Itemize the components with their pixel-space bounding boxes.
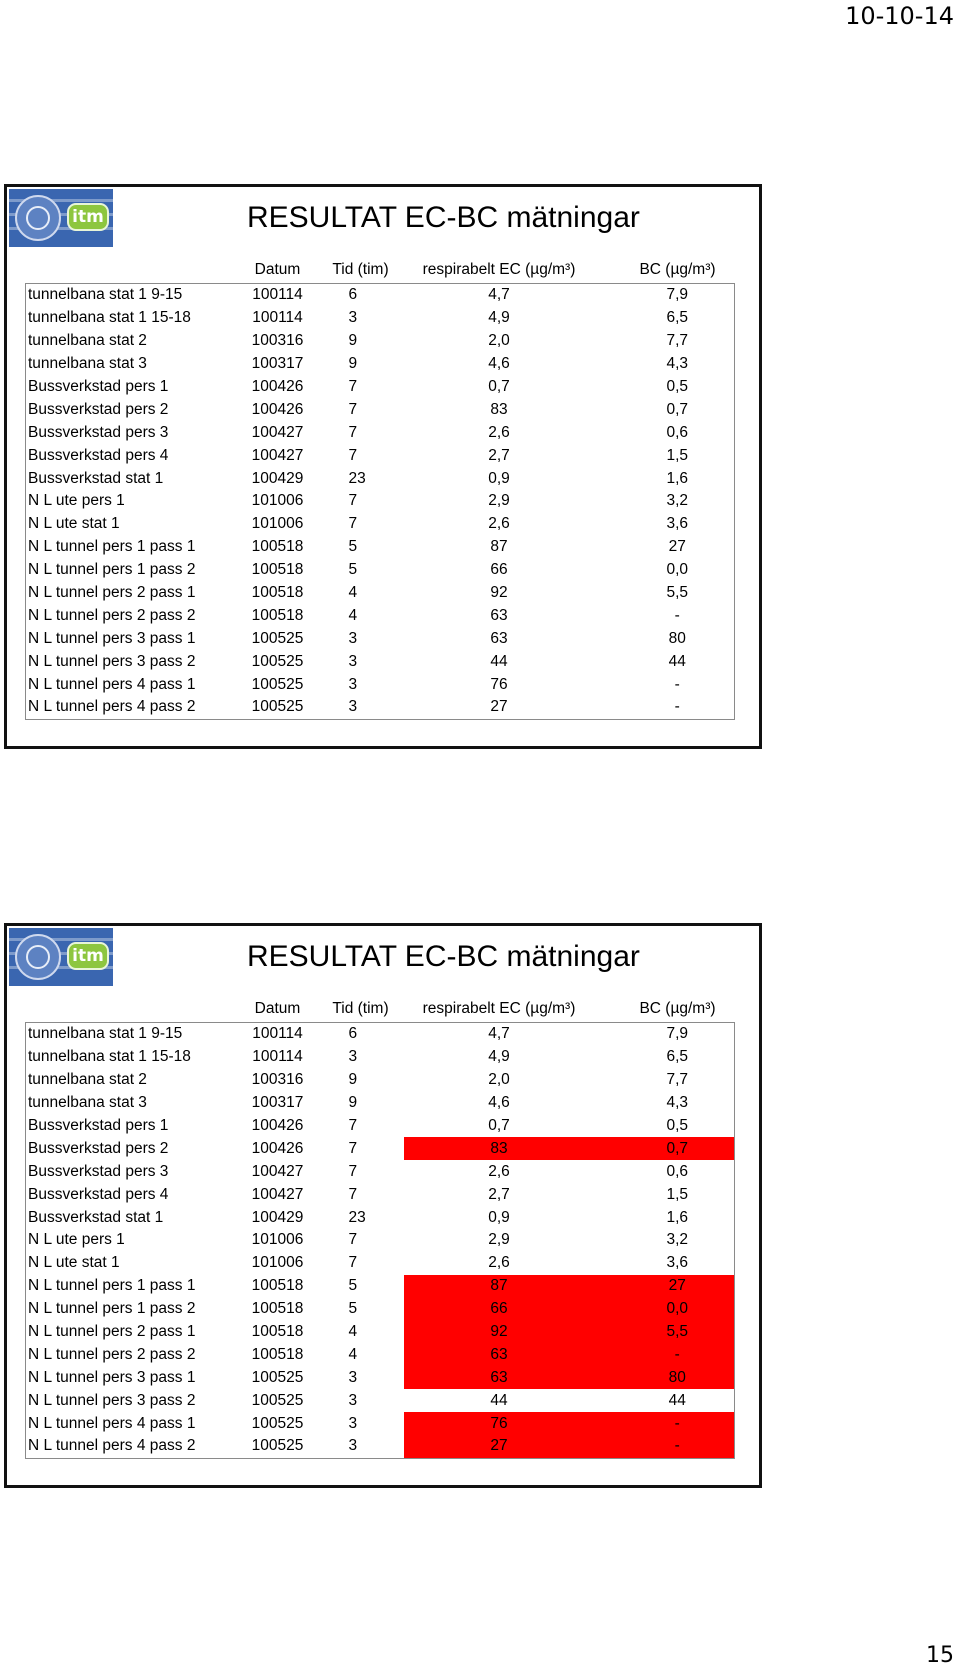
itm-logo-icon: itm: [67, 203, 109, 231]
table-row: [26, 1412, 735, 1435]
cell-ec: 83: [490, 400, 508, 418]
cell-name: N L ute pers 1: [28, 1231, 125, 1249]
cell-ec: 4,9: [488, 309, 510, 327]
cell-date: 100426: [251, 1139, 304, 1157]
table-row: [26, 421, 735, 444]
cell-date: 100518: [251, 561, 304, 579]
table-row: [26, 1343, 735, 1366]
cell-ec: 2,7: [488, 1185, 510, 1203]
cell-name: N L tunnel pers 2 pass 2: [28, 606, 196, 624]
cell-tid: 7: [348, 1162, 358, 1180]
cell-name: N L tunnel pers 3 pass 2: [28, 1391, 196, 1409]
cell-ec: 27: [490, 698, 508, 716]
cell-date: 101006: [251, 515, 304, 533]
table-row: [26, 1435, 735, 1458]
cell-bc: 1,5: [666, 446, 689, 464]
cell-ec: 4,7: [488, 1025, 510, 1043]
cell-name: N L tunnel pers 1 pass 1: [28, 1277, 196, 1295]
cell-tid: 3: [348, 698, 358, 716]
cell-bc: 5,5: [666, 584, 689, 602]
slide-title: RESULTAT EC-BC mätningar: [247, 940, 640, 973]
cell-bc: 27: [595, 1275, 735, 1298]
cell-tid: 3: [348, 675, 358, 693]
page-number: 15: [926, 1643, 954, 1668]
cell-ec: 2,6: [488, 423, 510, 441]
table-row: [26, 1229, 735, 1252]
cell-name: tunnelbana stat 2: [28, 1071, 147, 1089]
table-row: [26, 307, 735, 330]
cell-date: 100317: [251, 355, 304, 373]
table-row: [26, 1366, 735, 1389]
cell-ec: 66: [404, 1298, 595, 1321]
logo-strip: [9, 189, 113, 247]
cell-name: N L tunnel pers 4 pass 2: [28, 698, 196, 716]
cell-date: 100525: [251, 675, 304, 693]
cell-name: Bussverkstad pers 4: [28, 446, 169, 464]
slide-highlighted: [4, 923, 762, 1488]
cell-ec: 2,0: [488, 1071, 510, 1089]
cell-bc: 6,5: [666, 1048, 689, 1066]
cell-date: 100518: [251, 1277, 304, 1295]
table-row: [26, 650, 735, 673]
cell-ec: 0,9: [488, 469, 510, 487]
table-row: [26, 444, 735, 467]
cell-name: tunnelbana stat 2: [28, 332, 147, 350]
table-row: [26, 1046, 735, 1069]
cell-bc: 4,3: [666, 355, 689, 373]
cell-date: 100525: [251, 1414, 304, 1432]
page-date: 10-10-14: [845, 2, 954, 30]
header-bc: BC (µg/m³): [639, 1000, 716, 1017]
header-bc: BC (µg/m³): [639, 261, 716, 278]
cell-date: 100518: [251, 538, 304, 556]
cell-name: N L tunnel pers 2 pass 1: [28, 584, 196, 602]
cell-tid: 7: [348, 378, 358, 395]
header-date: Datum: [254, 261, 301, 278]
cell-ec: 63: [404, 1366, 595, 1389]
cell-bc: 7,9: [666, 286, 689, 304]
cell-ec: 63: [490, 629, 508, 647]
table-row: [26, 1206, 735, 1229]
cell-ec: 4,6: [488, 355, 510, 373]
cell-date: 100525: [251, 1391, 304, 1409]
cell-bc: 80: [668, 629, 686, 647]
cell-name: N L tunnel pers 3 pass 1: [28, 1368, 196, 1386]
cell-date: 100316: [251, 332, 304, 350]
header-ec: respirabelt EC (µg/m³): [422, 1000, 576, 1017]
itm-logo-icon: itm: [67, 942, 109, 970]
cell-tid: 5: [348, 561, 358, 579]
cell-date: 100518: [251, 1300, 304, 1318]
cell-date: 100426: [251, 378, 304, 395]
cell-date: 100426: [251, 1117, 304, 1134]
cell-name: Bussverkstad stat 1: [28, 1208, 164, 1226]
cell-bc: 7,7: [666, 1071, 689, 1089]
cell-bc: 44: [668, 652, 686, 670]
cell-name: Bussverkstad stat 1: [28, 469, 164, 487]
cell-ec: 0,7: [488, 1117, 510, 1134]
cell-tid: 7: [348, 400, 358, 418]
cell-name: N L tunnel pers 1 pass 2: [28, 561, 196, 579]
cell-bc: 3,6: [666, 1254, 689, 1272]
cell-name: Bussverkstad pers 3: [28, 1162, 169, 1180]
table-row: [26, 513, 735, 536]
cell-bc: 0,7: [595, 1137, 735, 1160]
cell-bc: 0,6: [666, 423, 689, 441]
cell-date: 100316: [251, 1071, 304, 1089]
cell-tid: 5: [348, 1277, 358, 1295]
cell-date: 100427: [251, 1185, 304, 1203]
cell-name: N L ute stat 1: [28, 515, 120, 533]
header-tid: Tid (tim): [332, 1000, 389, 1017]
cell-date: 100525: [251, 1437, 304, 1455]
slide-title: RESULTAT EC-BC mätningar: [247, 201, 640, 234]
table-row: [26, 1389, 735, 1412]
cell-tid: 9: [348, 355, 358, 373]
cell-bc: -: [674, 698, 680, 716]
cell-bc: -: [674, 675, 680, 693]
cell-date: 100429: [251, 1208, 304, 1226]
cell-tid: 23: [348, 1208, 366, 1226]
cell-tid: 4: [348, 606, 358, 624]
cell-tid: 7: [348, 1254, 358, 1272]
cell-date: 100114: [252, 1048, 303, 1066]
header-name: [26, 988, 238, 1023]
table-row: [26, 627, 735, 650]
table-row: [26, 1275, 735, 1298]
cell-name: N L tunnel pers 1 pass 1: [28, 538, 196, 556]
cell-name: Bussverkstad pers 2: [28, 400, 169, 418]
cell-name: Bussverkstad pers 1: [28, 378, 169, 395]
cell-date: 100427: [251, 423, 304, 441]
cell-name: Bussverkstad pers 2: [28, 1139, 169, 1157]
cell-bc: -: [674, 606, 680, 624]
cell-date: 100525: [251, 1368, 304, 1386]
cell-ec: 44: [490, 652, 508, 670]
cell-ec: 0,9: [488, 1208, 510, 1226]
table-row: [26, 696, 735, 719]
cell-ec: 76: [490, 675, 508, 693]
cell-name: N L ute stat 1: [28, 1254, 120, 1272]
cell-tid: 7: [348, 423, 358, 441]
cell-date: 100114: [252, 309, 303, 327]
table-row: [26, 673, 735, 696]
cell-name: Bussverkstad pers 1: [28, 1117, 169, 1134]
table-header-row: [26, 988, 735, 1023]
cell-date: 100427: [251, 1162, 304, 1180]
cell-ec: 92: [404, 1321, 595, 1344]
cell-ec: 63: [490, 606, 508, 624]
table-row: [26, 467, 735, 490]
cell-date: 100426: [251, 400, 304, 418]
cell-ec: 92: [490, 584, 508, 602]
table-row: [26, 330, 735, 353]
header-date: Datum: [254, 1000, 301, 1017]
table-row: [26, 1092, 735, 1115]
cell-bc: 0,5: [666, 1117, 689, 1134]
table-row: [26, 1137, 735, 1160]
university-seal-icon: [15, 195, 61, 241]
cell-tid: 4: [348, 1345, 358, 1363]
cell-bc: 1,5: [666, 1185, 689, 1203]
cell-bc: 3,2: [666, 492, 689, 510]
cell-bc: 27: [668, 538, 686, 556]
cell-bc: 1,6: [666, 469, 689, 487]
cell-name: tunnelbana stat 3: [28, 1094, 147, 1112]
cell-tid: 3: [348, 1391, 358, 1409]
cell-name: N L tunnel pers 2 pass 1: [28, 1323, 196, 1341]
cell-tid: 9: [348, 332, 358, 350]
cell-name: N L ute pers 1: [28, 492, 125, 510]
cell-bc: 0,0: [595, 1298, 735, 1321]
cell-bc: -: [595, 1343, 735, 1366]
cell-ec: 2,7: [488, 446, 510, 464]
cell-tid: 7: [348, 1231, 358, 1249]
cell-date: 100525: [251, 652, 304, 670]
cell-ec: 83: [404, 1137, 595, 1160]
cell-date: 100518: [251, 1323, 304, 1341]
cell-date: 100427: [251, 446, 304, 464]
cell-bc: 4,3: [666, 1094, 689, 1112]
cell-tid: 9: [348, 1094, 358, 1112]
cell-bc: 0,7: [666, 400, 689, 418]
cell-date: 100525: [251, 698, 304, 716]
cell-date: 100518: [251, 606, 304, 624]
cell-name: N L tunnel pers 1 pass 2: [28, 1300, 196, 1318]
header-tid: Tid (tim): [332, 261, 389, 278]
table-row: [26, 582, 735, 605]
cell-bc: 44: [668, 1391, 686, 1409]
table-row: [26, 398, 735, 421]
cell-bc: 3,6: [666, 515, 689, 533]
results-table: [25, 249, 735, 720]
cell-date: 100114: [252, 286, 303, 304]
cell-ec: 76: [404, 1412, 595, 1435]
cell-name: N L tunnel pers 3 pass 1: [28, 629, 196, 647]
cell-bc: 7,7: [666, 332, 689, 350]
cell-date: 100429: [251, 469, 304, 487]
table-row: [26, 284, 735, 307]
cell-tid: 7: [348, 1185, 358, 1203]
cell-name: N L tunnel pers 4 pass 1: [28, 675, 196, 693]
cell-bc: 80: [595, 1366, 735, 1389]
cell-ec: 4,9: [488, 1048, 510, 1066]
cell-ec: 66: [490, 561, 508, 579]
cell-date: 100317: [251, 1094, 304, 1112]
cell-ec: 2,0: [488, 332, 510, 350]
cell-bc: -: [595, 1435, 735, 1458]
cell-tid: 5: [348, 1300, 358, 1318]
cell-tid: 7: [348, 1139, 358, 1157]
cell-bc: 0,5: [666, 378, 689, 395]
table-row: [26, 376, 735, 399]
cell-name: Bussverkstad pers 3: [28, 423, 169, 441]
cell-date: 100518: [251, 584, 304, 602]
cell-name: N L tunnel pers 3 pass 2: [28, 652, 196, 670]
cell-ec: 87: [490, 538, 508, 556]
cell-tid: 7: [348, 515, 358, 533]
cell-ec: 2,9: [488, 492, 510, 510]
cell-tid: 7: [348, 492, 358, 510]
table-row: [26, 1183, 735, 1206]
cell-ec: 87: [404, 1275, 595, 1298]
cell-bc: 3,2: [666, 1231, 689, 1249]
cell-tid: 7: [348, 1117, 358, 1134]
table-row: [26, 1321, 735, 1344]
cell-ec: 4,7: [488, 286, 510, 304]
cell-name: tunnelbana stat 1 15-18: [28, 1048, 191, 1066]
cell-date: 101006: [251, 492, 304, 510]
table-row: [26, 353, 735, 376]
cell-name: N L tunnel pers 2 pass 2: [28, 1345, 196, 1363]
cell-date: 100518: [251, 1345, 304, 1363]
cell-bc: 0,6: [666, 1162, 689, 1180]
table-row: [26, 559, 735, 582]
cell-date: 101006: [251, 1254, 304, 1272]
results-table: [25, 988, 735, 1459]
cell-bc: 6,5: [666, 309, 689, 327]
cell-ec: 63: [404, 1343, 595, 1366]
cell-bc: 7,9: [666, 1025, 689, 1043]
university-seal-icon: [15, 934, 61, 980]
cell-ec: 2,6: [488, 1162, 510, 1180]
cell-ec: 2,6: [488, 515, 510, 533]
cell-tid: 6: [348, 286, 358, 304]
table-row: [26, 490, 735, 513]
cell-tid: 3: [348, 1368, 358, 1386]
cell-bc: 5,5: [595, 1321, 735, 1344]
cell-bc: 0,0: [666, 561, 689, 579]
cell-ec: 2,9: [488, 1231, 510, 1249]
cell-tid: 3: [348, 309, 358, 327]
cell-name: tunnelbana stat 1 9-15: [28, 286, 183, 304]
cell-ec: 27: [404, 1435, 595, 1458]
table-row: [26, 1115, 735, 1138]
cell-tid: 3: [348, 1437, 358, 1455]
cell-bc: -: [595, 1412, 735, 1435]
cell-tid: 4: [348, 584, 358, 602]
logo-strip: [9, 928, 113, 986]
cell-name: Bussverkstad pers 4: [28, 1185, 169, 1203]
cell-ec: 4,6: [488, 1094, 510, 1112]
cell-tid: 4: [348, 1323, 358, 1341]
table-body: [26, 284, 735, 720]
cell-bc: 1,6: [666, 1208, 689, 1226]
cell-name: N L tunnel pers 4 pass 1: [28, 1414, 196, 1432]
cell-date: 100525: [251, 629, 304, 647]
table-row: [26, 1298, 735, 1321]
cell-tid: 5: [348, 538, 358, 556]
cell-name: tunnelbana stat 3: [28, 355, 147, 373]
cell-tid: 3: [348, 1048, 358, 1066]
header-ec: respirabelt EC (µg/m³): [422, 261, 576, 278]
table-row: [26, 1069, 735, 1092]
table-row: [26, 604, 735, 627]
cell-ec: 2,6: [488, 1254, 510, 1272]
table-header-row: [26, 249, 735, 284]
table-row: [26, 536, 735, 559]
cell-tid: 3: [348, 1414, 358, 1432]
cell-ec: 44: [490, 1391, 508, 1409]
header-name: [26, 249, 238, 284]
cell-name: tunnelbana stat 1 15-18: [28, 309, 191, 327]
table-body: [26, 1023, 735, 1459]
cell-name: tunnelbana stat 1 9-15: [28, 1025, 183, 1043]
table-row: [26, 1023, 735, 1046]
cell-ec: 0,7: [488, 378, 510, 395]
slide-plain: [4, 184, 762, 749]
cell-name: N L tunnel pers 4 pass 2: [28, 1437, 196, 1455]
cell-tid: 3: [348, 629, 358, 647]
cell-tid: 9: [348, 1071, 358, 1089]
cell-tid: 23: [348, 469, 366, 487]
cell-tid: 6: [348, 1025, 358, 1043]
table-row: [26, 1160, 735, 1183]
cell-tid: 7: [348, 446, 358, 464]
table-row: [26, 1252, 735, 1275]
cell-tid: 3: [348, 652, 358, 670]
cell-date: 101006: [251, 1231, 304, 1249]
cell-date: 100114: [252, 1025, 303, 1043]
